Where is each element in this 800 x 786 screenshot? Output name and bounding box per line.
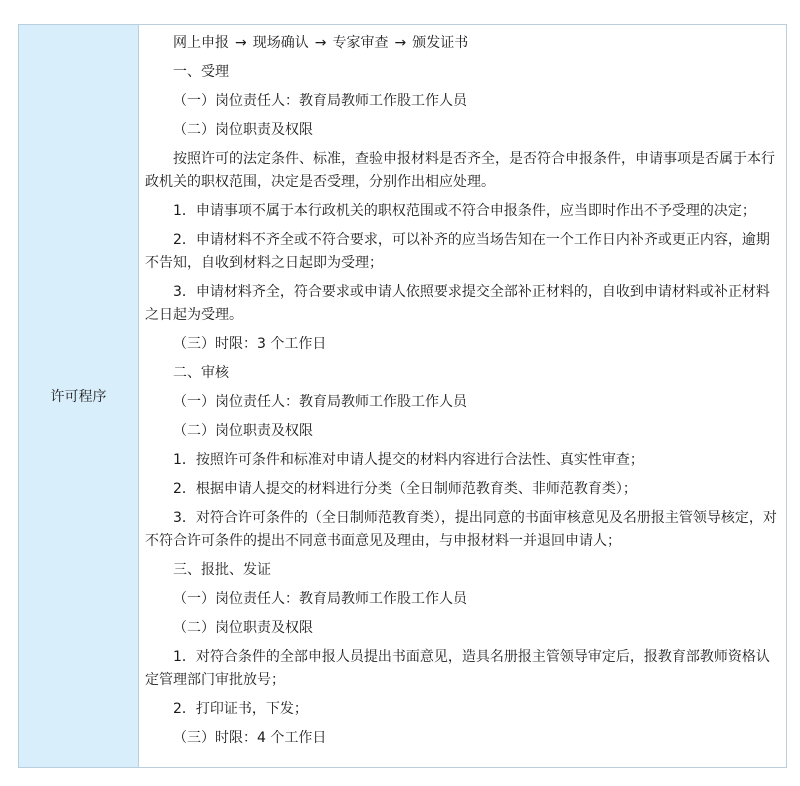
paragraph: 2．根据申请人提交的材料进行分类（全日制师范教育类、非师范教育类）； <box>173 481 637 497</box>
paragraph: 1．申请事项不属于本行政机关的职权范围或不符合申报条件，应当即时作出不予受理的决定； <box>173 203 756 219</box>
row-label: 许可程序 <box>50 389 107 405</box>
paragraph: （二）岗位职责及权限 <box>173 620 313 636</box>
paragraph: （二）岗位职责及权限 <box>173 122 313 138</box>
paragraph: 1．对符合条件的全部申报人员提出书面意见，造具名册报主管领导审定后，报教育部教师资格认定管理部门审批放号； <box>145 649 770 688</box>
arrow-right-icon: → <box>314 35 327 51</box>
arrow-right-icon: → <box>394 35 407 51</box>
content-cell <box>139 25 786 767</box>
flow-step: 专家审查 <box>332 35 389 51</box>
flow-step: 颁发证书 <box>412 35 469 51</box>
flow-step: 网上申报 <box>173 35 229 51</box>
paragraph: 按照许可的法定条件、标准，查验申报材料是否齐全，是否符合申报条件，申请事项是否属于本行政机关的职权范围，决定是否受理，分别作出相应处理。 <box>145 151 775 190</box>
section-heading: 一、受理 <box>173 64 229 80</box>
paragraph: （二）岗位职责及权限 <box>173 423 313 439</box>
paragraph: 1．按照许可条件和标准对申请人提交的材料内容进行合法性、真实性审查； <box>173 452 644 468</box>
paragraph: （三）时限：3 个工作日 <box>173 336 327 352</box>
paragraph: （一）岗位责任人：教育局教师工作股工作人员 <box>173 591 467 607</box>
flow-step: 现场确认 <box>252 35 309 51</box>
paragraph: 2．申请材料不齐全或不符合要求，可以补齐的应当场告知在一个工作日内补齐或更正内容，逾期不告知，自收到材料之日起即为受理； <box>145 232 770 271</box>
row-label-cell <box>19 25 139 767</box>
paragraph: 3．对符合许可条件的（全日制师范教育类），提出同意的书面审核意见及名册报主管领导核定，对不符合许可条件的提出不同意书面意见及理由，与申报材料一并退回申请人； <box>145 510 777 549</box>
process-flow <box>145 32 780 55</box>
procedure-table <box>18 24 787 768</box>
paragraph: 2．打印证书，下发； <box>173 701 308 717</box>
paragraph: （一）岗位责任人：教育局教师工作股工作人员 <box>173 93 467 109</box>
arrow-right-icon: → <box>235 35 247 51</box>
section-heading: 二、审核 <box>173 365 229 381</box>
section-heading: 三、报批、发证 <box>173 562 271 578</box>
paragraph: 3．申请材料齐全，符合要求或申请人依照要求提交全部补正材料的，自收到申请材料或补正材料之日起为受理。 <box>145 284 770 323</box>
paragraph: （三）时限：4 个工作日 <box>173 730 327 746</box>
paragraph: （一）岗位责任人：教育局教师工作股工作人员 <box>173 394 467 410</box>
